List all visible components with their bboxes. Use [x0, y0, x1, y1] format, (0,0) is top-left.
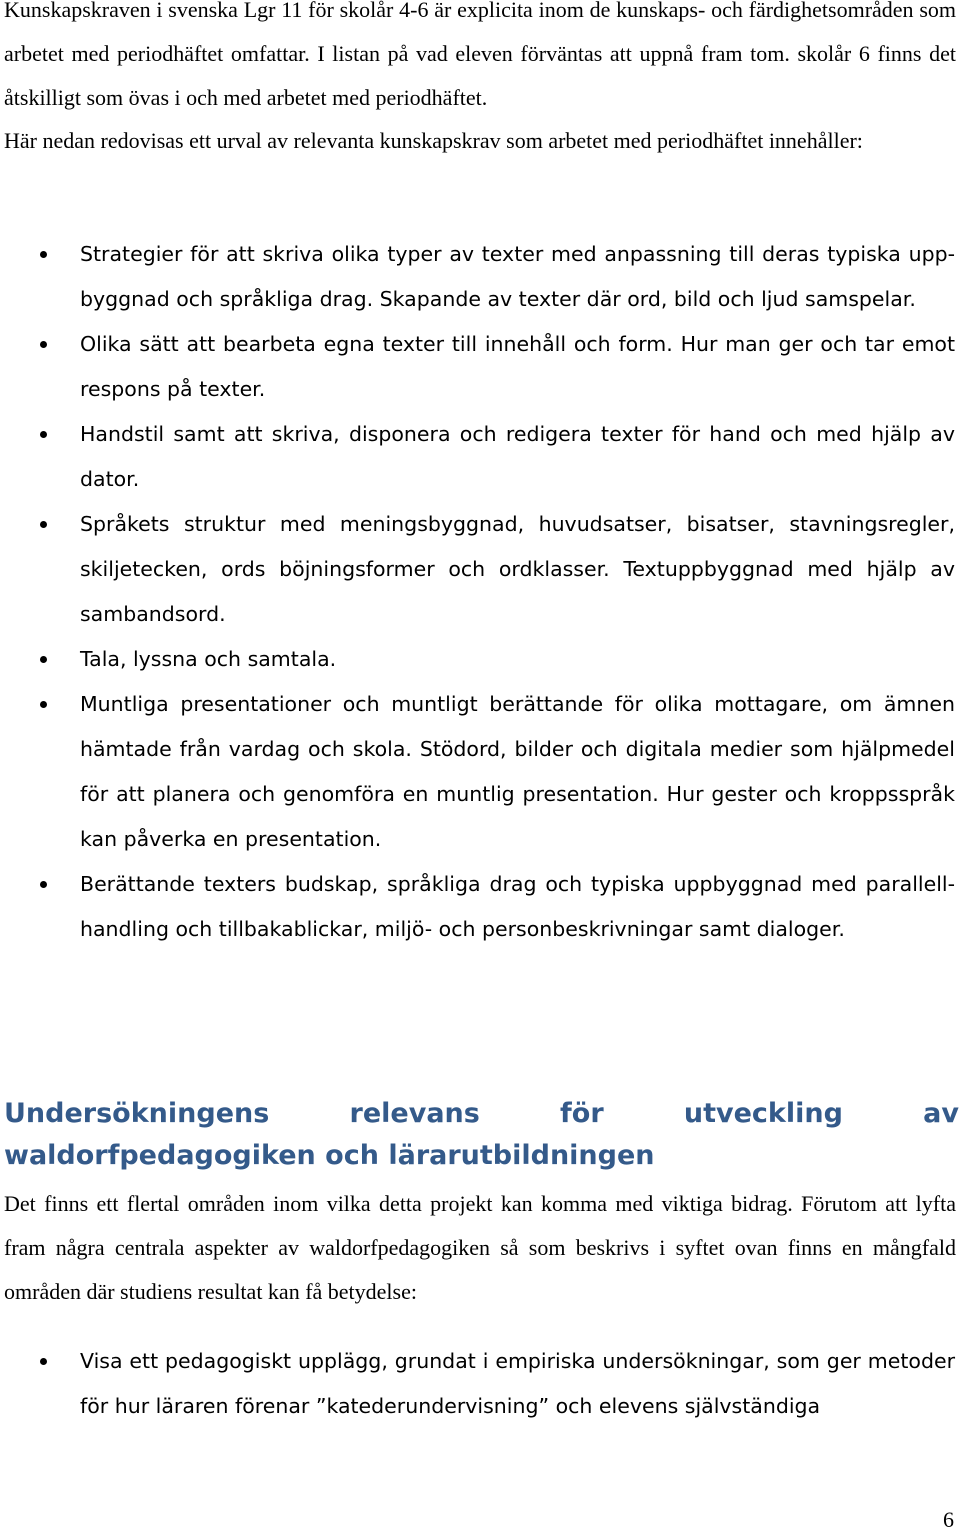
bullet-icon — [40, 521, 47, 528]
list-item — [0, 1339, 960, 1429]
list-item-text: Språkets struktur med meningsbyggnad, huvudsatser, bisatser, stavningsregler, skiljetecken, ords böjningsformer och ordklasser. Textuppbyggnad med hjälp av sambandsord. — [80, 512, 955, 626]
list-item — [0, 682, 960, 862]
bullet-icon — [40, 341, 47, 348]
page-number: 6 — [943, 1507, 954, 1532]
section-heading: Undersökningens relevans för utveckling av waldorfpedagogiken och lärarutbildningen — [4, 1098, 959, 1171]
section-paragraph: Det finns ett flertal områden inom vilka detta projekt kan komma med viktiga bidrag. Förutom att lyfta fram några centrala aspekter av waldorfpedagogiken så som beskrivs i syftet ovan finns en mångfald områden där studiens resultat kan få betydelse: — [4, 1191, 956, 1304]
list-item-text: Berättande texters budskap, språkliga drag och typiska uppbyggnad med parallell- handling och tillbakablickar, miljö- och personbeskrivningar samt dialoger. — [80, 872, 955, 941]
list-item-text: Strategier för att skriva olika typer av texter med anpassning till deras typiska upp- byggnad och språkliga drag. Skapande av texter där ord, bild och ljud samspelar. — [80, 242, 955, 311]
list-item — [0, 637, 960, 682]
list-item — [0, 322, 960, 412]
list-item — [0, 862, 960, 952]
list-item-text: Handstil samt att skriva, disponera och redigera texter för hand och med hjälp av dator. — [80, 422, 955, 491]
list-item-text: Olika sätt att bearbeta egna texter till innehåll och form. Hur man ger och tar emot respons på texter. — [80, 332, 955, 401]
list-item — [0, 232, 960, 322]
list-item-text: Visa ett pedagogiskt upplägg, grundat i empiriska undersökningar, som ger metoder för hur läraren förenar ”katederundervisning” och elevens självständiga — [80, 1349, 955, 1418]
list-item-text: Tala, lyssna och samtala. — [80, 647, 337, 671]
bullet-icon — [40, 881, 47, 888]
bullet-icon — [40, 251, 47, 258]
list-item-text: Muntliga presentationer och muntligt berättande för olika mottagare, om ämnen hämtade från vardag och skola. Stödord, bilder och digitala medier som hjälpmedel för att planera och genomföra en muntlig presentation. Hur gester och kroppsspråk kan påverka en presentation. — [80, 692, 955, 851]
intro-paragraph-1: Kunskapskraven i svenska Lgr 11 för skolår 4-6 är explicita inom de kunskaps- och färdighetsområden som arbetet med periodhäftet omfattar. I listan på vad eleven förväntas att uppnå fram tom. skolår 6 finns det åtskilligt som övas i och med arbetet med periodhäftet. — [4, 0, 956, 110]
list-item — [0, 502, 960, 637]
section-list — [0, 1339, 960, 1429]
bullet-icon — [40, 1358, 47, 1365]
requirements-list — [0, 232, 960, 952]
bullet-icon — [40, 701, 47, 708]
bullet-icon — [40, 431, 47, 438]
intro-paragraph-2: Här nedan redovisas ett urval av relevanta kunskapskrav som arbetet med periodhäftet innehåller: — [4, 128, 863, 153]
bullet-icon — [40, 656, 47, 663]
list-item — [0, 412, 960, 502]
